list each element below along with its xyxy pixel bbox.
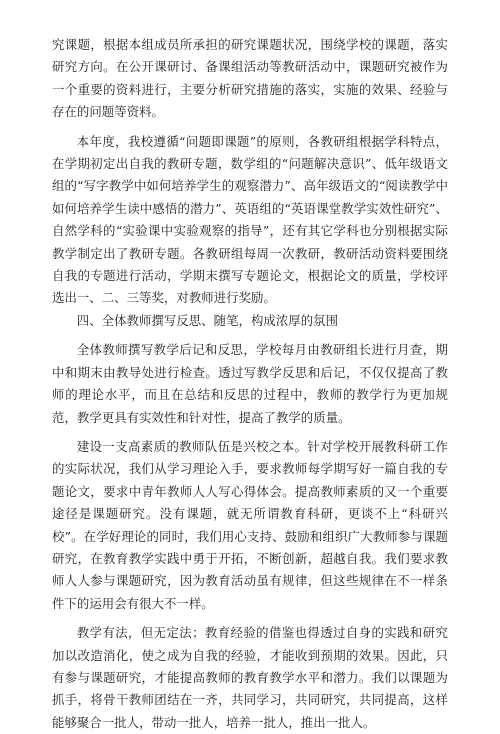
paragraph-teaching-method: 教学有法，但无定法；教育经验的借鉴也得透过自身的实践和研究加以改造消化，使之成为自我的经验，才能收到预期的效果。因此，只有参与课题研究，才能提高教师的教育教学水平和潜力。我们以课题为抓手，将骨干教师团结在一齐，共同学习，共同研究，共同提高，这样能够聚合一批人，带动一批人，培养一批人，推出一批人。	[52, 625, 448, 730]
paragraph-annual-topics: 本年度，我校遵循“问题即课题”的原则，各教研组根据学科特点，在学期初定出自我的教研专题，数学组的“问题解决意识”、低年级语文组的“写字教学中如何培养学生的观察潜力”、高年级语文的“阅读教学中如何培养学生读中感悟的潜力”、英语组的“英语课堂教学实效性研究”、自然学科的“实验课中实验观察的指导”，还有其它学科也分别根据实际教学制定出了教研专题。各教研组每周一次教研，教研活动资料要围绕自我的专题进行活动，学期末撰写专题论文，根据论文的质量，学校评选出一、二、三等奖，对教师进行奖励。	[52, 133, 448, 306]
section-heading-reflection: 四、全体教师撰写反思、随笔，构成浓厚的氛围	[76, 312, 339, 328]
paragraph-teaching-reflection: 全体教师撰写教学后记和反思，学校每月由教研组长进行月查，期中和期末由教导处进行检查。透过写教学反思和后记，不仅仅提高了教师的理论水平，而且在总结和反思的过程中，教师的教学行为更加规范，教学更具有实效性和针对性，提高了教学的质量。	[52, 342, 448, 425]
paragraph-teacher-team: 建设一支高素质的教师队伍是兴校之本。针对学校开展教科研工作的实际状况，我们从学习理论入手，要求教师每学期写好一篇自我的专题论文，要求中青年教师人人写心得体会。提高教师素质的又一个重要途径是课题研究。没有课题，就无所谓教育科研，更谈不上“科研兴校”。在学好理论的同时，我们用心支持、鼓励和组织广大教师参与课题研究，在教育教学实践中勇于开拓，不断创新，超越自我。我们要求教师人人参与课题研究，因为教育活动虽有规律，但这些规律在不一样条件下的运用会有很大不一样。	[52, 438, 448, 611]
paragraph-continuation: 究课题，根据本组成员所承担的研究课题状况，围绕学校的课题，落实研究方向。在公开课研讨、备课组活动等教研活动中，课题研究被作为一个重要的资料进行，主要分析研究措施的落实，实施的效果、经验与存在的问题等资料。	[52, 37, 448, 120]
